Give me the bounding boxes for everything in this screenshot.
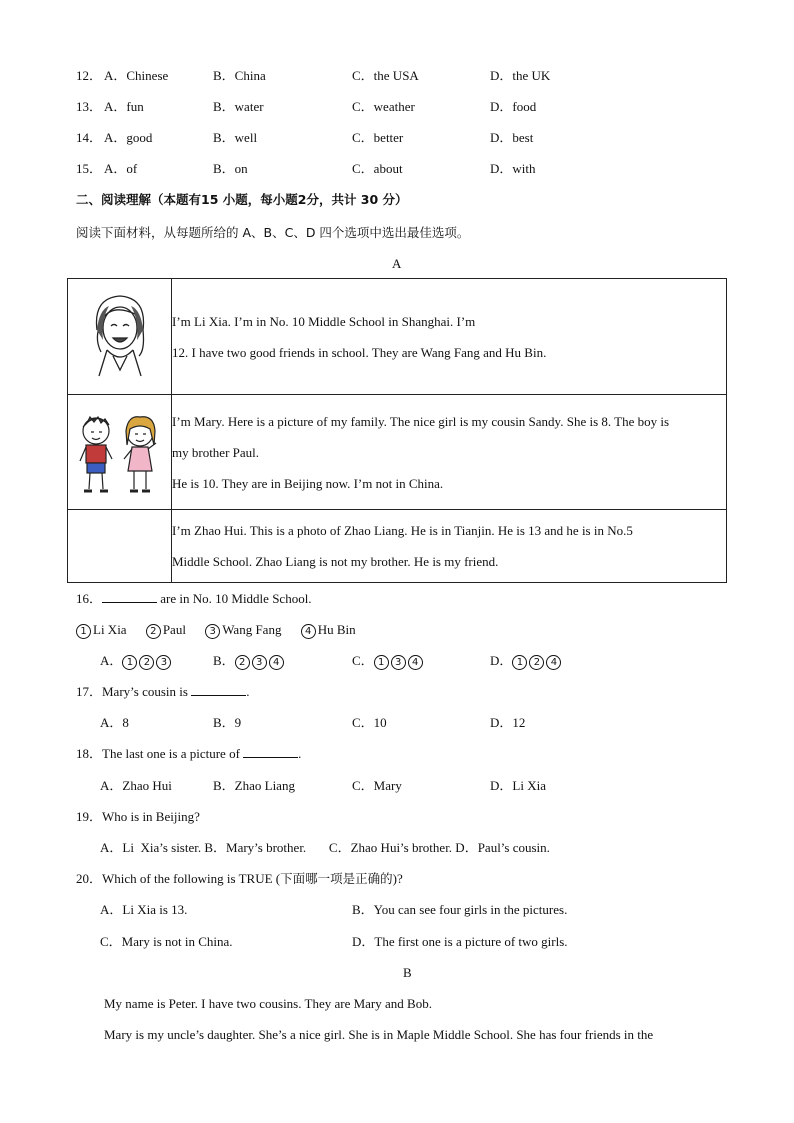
- table-row: [68, 279, 727, 395]
- picture-cell: [68, 395, 172, 510]
- option-a: A．Li Xia is 13.: [100, 902, 188, 917]
- text-cell: [172, 395, 727, 510]
- answer-blank: [102, 590, 157, 603]
- option-a: A．Chinese: [104, 68, 169, 83]
- circled-number: 2: [146, 624, 161, 639]
- option-c: C． 1 3 4: [352, 652, 425, 670]
- question-row: [76, 129, 716, 147]
- question-row: [76, 160, 716, 178]
- passage-line: Middle School. Zhao Liang is not my brother. He is my friend.: [172, 554, 499, 569]
- option-d: D．Li Xia: [490, 778, 546, 793]
- text-cell: [172, 510, 727, 583]
- question-number: 14．: [76, 130, 103, 145]
- passage-line: My name is Peter. I have two cousins. They are Mary and Bob.: [104, 996, 432, 1011]
- option-c: C．Mary is not in China.: [100, 934, 233, 949]
- option-b: B．well: [213, 130, 258, 145]
- question-row: [76, 98, 716, 116]
- question-number: 13．: [76, 99, 103, 114]
- question-text: 17．Mary’s cousin is: [76, 684, 192, 699]
- passage-line: Mary is my uncle’s daughter. She’s a nice girl. She is in Maple Middle School. She has four friends in the: [104, 1027, 654, 1042]
- passage-line: 12. I have two good friends in school. They are Wang Fang and Hu Bin.: [172, 344, 547, 360]
- item-text: Hu Bin: [317, 622, 356, 637]
- table-row: [68, 395, 727, 510]
- question-text: are in No. 10 Middle School.: [157, 591, 312, 606]
- option-a: A．good: [104, 130, 153, 145]
- question-16-options: [76, 652, 716, 670]
- question-text-end: )?: [392, 871, 403, 886]
- picture-cell: [68, 279, 172, 395]
- passage-line: I’m Li Xia. I’m in No. 10 Middle School in Shanghai. I’m: [172, 313, 476, 329]
- answer-blank: [243, 745, 298, 758]
- section-instruction: 阅读下面材料，从每题所给的 A、B、C、D 四个选项中选出最佳选项。: [76, 225, 470, 240]
- boy-and-girl-drawing-icon: [74, 405, 166, 499]
- question-row: [76, 67, 716, 85]
- question-text-end: .: [298, 746, 302, 761]
- girl-drawing-icon: [83, 290, 157, 384]
- table-row: [68, 510, 727, 583]
- question-17-options: [76, 714, 716, 732]
- item-text: Wang Fang: [222, 622, 282, 637]
- passage-table: [67, 278, 727, 583]
- option-c: C．about: [352, 161, 403, 176]
- circled-number: 4: [301, 624, 316, 639]
- answer-blank: [191, 683, 246, 696]
- option-c: C．better: [352, 130, 404, 145]
- passage-line: He is 10. They are in Beijing now. I’m not in China.: [172, 475, 444, 491]
- question-16-stem: [76, 590, 312, 608]
- option-b: B．You can see four girls in the pictures.: [352, 902, 568, 917]
- option-c: C．weather: [352, 99, 415, 114]
- option-d: D． 1 2 4: [490, 652, 563, 670]
- question-text-end: .: [246, 684, 250, 699]
- question-text: 20．Which of the following is TRUE (: [76, 871, 281, 886]
- option-d: D．best: [490, 130, 534, 145]
- question-number: 15．: [76, 161, 103, 176]
- option-b: B． 2 3 4: [213, 652, 286, 670]
- picture-cell-empty: [68, 510, 172, 583]
- option-b: B．China: [213, 68, 266, 83]
- option-b: B．on: [213, 161, 248, 176]
- option-d: D．The first one is a picture of two girls.: [352, 934, 568, 949]
- option-c: C．10: [352, 715, 387, 730]
- text-cell: [172, 279, 727, 395]
- circled-number: 3: [205, 624, 220, 639]
- question-20-stem: [76, 870, 403, 888]
- passage-line: I’m Zhao Hui. This is a photo of Zhao Liang. He is in Tianjin. He is 13 and he is in No.5: [172, 523, 633, 538]
- option-c: C．Mary: [352, 778, 402, 793]
- question-18-options: [76, 777, 716, 795]
- passage-line: my brother Paul.: [172, 444, 260, 460]
- section-title: 二、阅读理解（本题有15 小题，每小题2分，共计 30 分）: [76, 192, 408, 207]
- option-d: D．12: [490, 715, 526, 730]
- question-16-items: [76, 621, 356, 639]
- option-c: C．the USA: [352, 68, 419, 83]
- option-d: D．the UK: [490, 68, 551, 83]
- question-17-stem: [76, 683, 249, 701]
- option-a: A．8: [100, 715, 129, 730]
- option-b: B．water: [213, 99, 264, 114]
- item-text: Paul: [162, 622, 186, 637]
- question-number: 16．: [76, 591, 103, 606]
- question-number: 12．: [76, 68, 103, 83]
- item-text: Li Xia: [93, 622, 127, 637]
- passage-label-a: A: [392, 256, 402, 271]
- option-d: D．with: [490, 161, 536, 176]
- question-18-stem: [76, 745, 301, 763]
- option-b: B．9: [213, 715, 242, 730]
- option-a: A． 1 2 3: [100, 652, 173, 670]
- passage-line: I’m Mary. Here is a picture of my family. The nice girl is my cousin Sandy. She is 8. The boy is: [172, 413, 670, 429]
- passage-label-b: B: [403, 965, 412, 980]
- option-d: D．food: [490, 99, 537, 114]
- option-a: A．Zhao Hui: [100, 778, 172, 793]
- question-19-stem: 19．Who is in Beijing?: [76, 809, 200, 824]
- circled-number: 1: [76, 624, 91, 639]
- question-19-options: A．Li Xia’s sister. B．Mary’s brother. C．Zhao Hui’s brother. D．Paul’s cousin.: [100, 840, 550, 855]
- question-text-cn: 下面哪一项是正确的: [280, 871, 393, 886]
- option-a: A．fun: [104, 99, 144, 114]
- option-b: B．Zhao Liang: [213, 778, 295, 793]
- question-text: 18．The last one is a picture of: [76, 746, 244, 761]
- option-a: A．of: [104, 161, 138, 176]
